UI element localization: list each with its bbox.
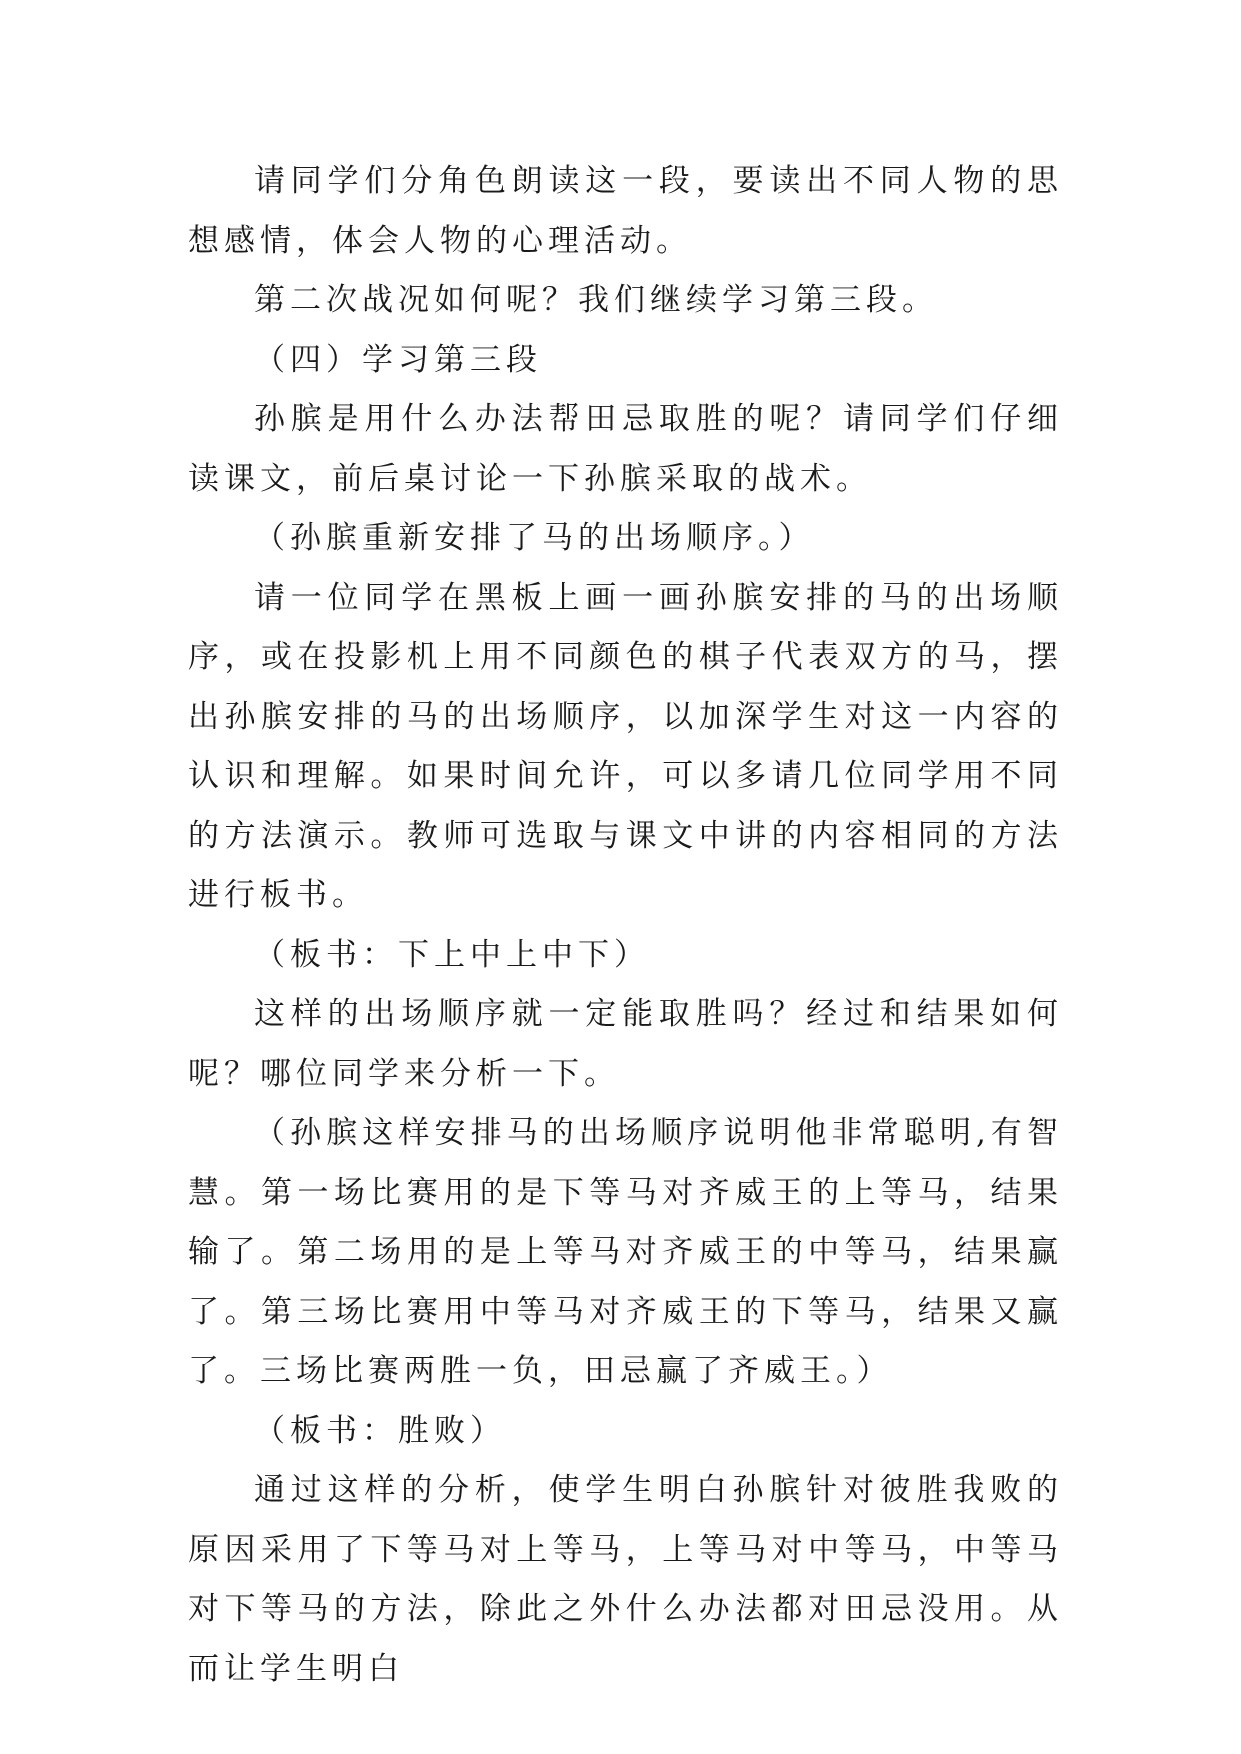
paragraph-answer-reorder: （孙膑重新安排了马的出场顺序。） (254, 520, 815, 556)
document-page (188, 152, 1063, 1699)
paragraph-second-battle: 第二次战况如何呢？我们继续学习第三段。 (254, 282, 938, 318)
paragraph-conclusion: 通过这样的分析，使学生明白孙膑针对彼胜我败的原因采用了下等马对上等马，上等马对中等马，中等马对下等马的方法，除此之外什么办法都对田忌没用。从而让学生明白 (188, 1472, 1063, 1687)
paragraph-board-note-order: （板书：下上中上中下） (254, 936, 650, 973)
paragraph-board-note-result: （板书：胜败） (254, 1412, 506, 1449)
paragraph-role-reading: 请同学们分角色朗读这一段，要读出不同人物的思想感情，体会人物的心理活动。 (188, 163, 1063, 259)
paragraph-analysis-question: 这样的出场顺序就一定能取胜吗？经过和结果如何呢？哪位同学来分析一下。 (188, 996, 1063, 1092)
paragraph-blackboard-activity: 请一位同学在黑板上画一画孙膑安排的马的出场顺序，或在投影机上用不同颜色的棋子代表双方的马，摆出孙膑安排的马的出场顺序，以加深学生对这一内容的认识和理解。如果时间允许，可以多请几位同学用不同的方法演示。教师可选取与课文中讲的内容相同的方法进行板书。 (188, 579, 1063, 913)
paragraph-sun-bin-question: 孙膑是用什么办法帮田忌取胜的呢？请同学们仔细读课文，前后桌讨论一下孙膑采取的战术。 (188, 401, 1063, 497)
section-heading-part-four: （四）学习第三段 (254, 341, 542, 378)
paragraph-race-results: （孙膑这样安排马的出场顺序说明他非常聪明,有智慧。第一场比赛用的是下等马对齐威王的上等马，结果输了。第二场用的是上等马对齐威王的中等马，结果赢了。第三场比赛用中等马对齐威王的下等马，结果又赢了。三场比赛两胜一负，田忌赢了齐威王。） (188, 1115, 1063, 1389)
